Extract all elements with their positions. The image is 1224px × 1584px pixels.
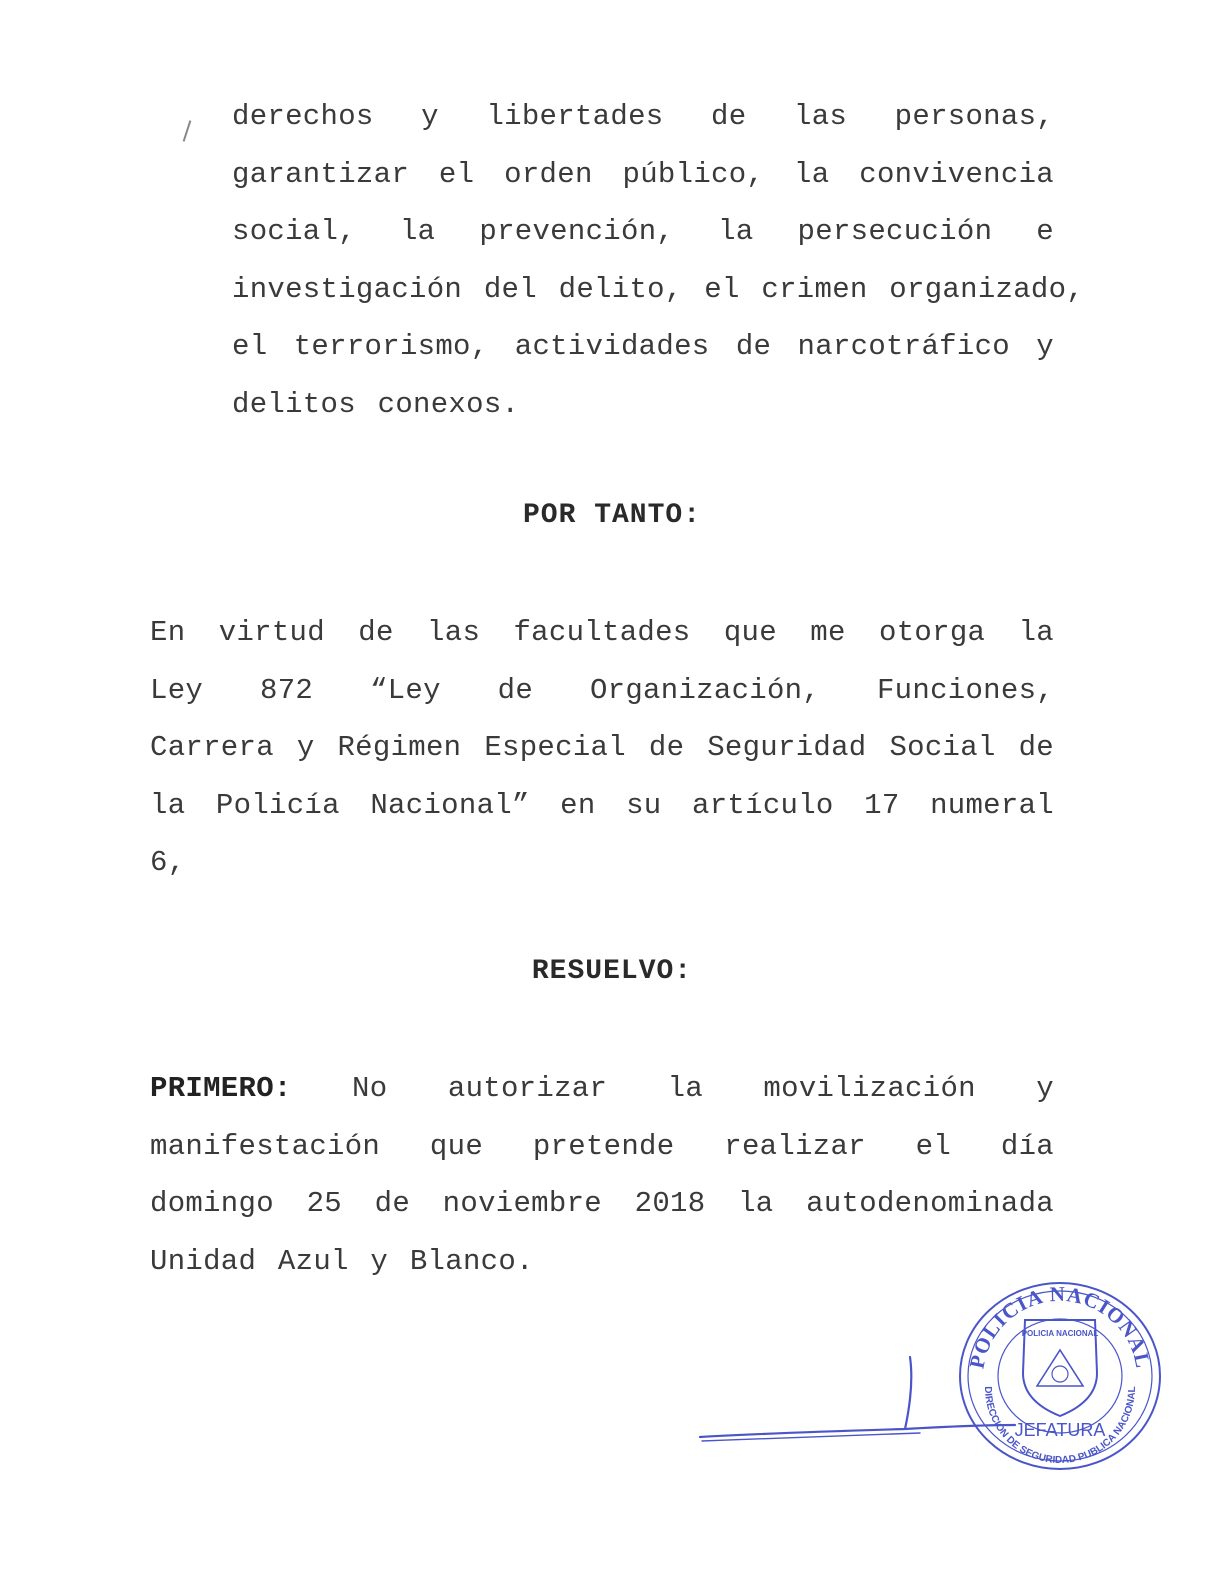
text-line: delitos conexos. (232, 387, 520, 421)
text-line (150, 1060, 1054, 1118)
seal-outer-text: POLICIA NACIONAL (964, 1281, 1156, 1371)
paragraph-rights (232, 88, 1085, 433)
text-line: En virtud de las facultades que me otorga la (150, 616, 1054, 649)
text-line: derechos y libertades de las personas, (232, 100, 1054, 133)
police-seal (955, 1278, 1165, 1473)
text-line: manifestación que pretende realizar el día (150, 1129, 1054, 1163)
seal-inner-text: DIRECCION DE SEGURIDAD PUBLICA NACIONAL (981, 1386, 1139, 1467)
margin-mark (183, 120, 192, 142)
paragraph-primero (150, 1060, 1054, 1290)
text-line: garantizar el orden público, la convivencia (232, 157, 1054, 191)
text-line: Ley 872 “Ley de Organización, Funciones, (150, 673, 1054, 707)
text-line: la Policía Nacional” en su artículo 17 numeral (150, 788, 1054, 822)
heading-por-tanto: POR TANTO: (522, 500, 702, 531)
paragraph-faculties (150, 604, 1054, 892)
text-line: investigación del delito, el crimen organizado, (232, 272, 1085, 306)
seal-badge-text: POLICIA NACIONAL (1021, 1329, 1099, 1338)
seal-center-label: JEFATURA (1014, 1420, 1106, 1440)
svg-text:POLICIA NACIONAL (965, 1282, 1156, 1371)
primero-text: No autorizar la movilización y (291, 1072, 1054, 1105)
text-line: 6, (150, 846, 186, 879)
text-line: social, la prevención, la persecución e (232, 215, 1054, 248)
heading-resuelvo: RESUELVO: (531, 956, 693, 987)
text-line: Carrera y Régimen Especial de Seguridad Social de (150, 731, 1054, 764)
text-line: domingo 25 de noviembre 2018 la autodenominada (150, 1187, 1054, 1220)
text-line: el terrorismo, actividades de narcotráfico y (232, 330, 1054, 363)
text-line: Unidad Azul y Blanco. (150, 1244, 534, 1278)
primero-label: PRIMERO: (150, 1072, 292, 1105)
